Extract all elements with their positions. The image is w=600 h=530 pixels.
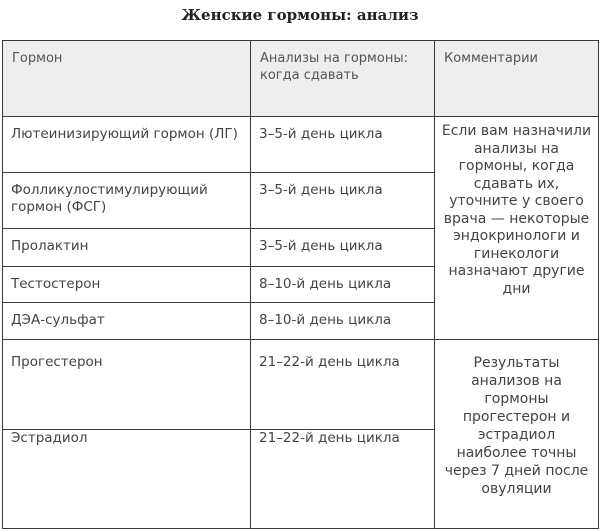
- cell-comment: [435, 339, 599, 528]
- test-timing: 3–5-й день цикла: [259, 182, 383, 199]
- hormone-name: Прогестерон: [11, 353, 103, 370]
- test-timing: 3–5-й день цикла: [259, 238, 383, 255]
- cell-hormone: [3, 173, 251, 229]
- page-title: Женские гормоны: анализ: [181, 6, 419, 24]
- comment-text: Результаты анализов на гормоны прогестерон и эстрадиол наиболее точны через 7 дней после овуляции: [444, 354, 589, 497]
- cell-when: [251, 173, 435, 229]
- cell-hormone: [3, 117, 251, 173]
- test-timing: 3–5-й день цикла: [259, 126, 383, 143]
- cell-hormone: [3, 339, 251, 429]
- hormone-name: ДЭА-сульфат: [11, 312, 105, 329]
- cell-when: [251, 339, 435, 429]
- hormone-analysis-table: [2, 40, 599, 529]
- header-comments-label: Комментарии: [444, 51, 538, 66]
- test-timing: 8–10-й день цикла: [259, 276, 392, 293]
- hormone-name: Фолликулостимулирующий гормон (ФСГ): [11, 182, 208, 216]
- cell-when: [251, 303, 435, 339]
- table-row: [3, 117, 599, 173]
- test-timing: 21–22-й день цикла: [259, 353, 400, 370]
- table-header-row: [3, 41, 599, 117]
- cell-comment: [435, 117, 599, 339]
- cell-hormone: [3, 303, 251, 339]
- hormone-name: Тестостерон: [11, 276, 101, 293]
- header-hormone: [3, 41, 251, 117]
- header-comments: [435, 41, 599, 117]
- cell-when: [251, 267, 435, 303]
- hormone-name: Пролактин: [11, 238, 89, 255]
- header-when-label: Анализы на гормоны: когда сдавать: [260, 51, 408, 83]
- cell-when: [251, 429, 435, 528]
- header-when: [251, 41, 435, 117]
- hormone-name: Лютеинизирующий гормон (ЛГ): [11, 126, 238, 143]
- table-row: [3, 339, 599, 429]
- cell-hormone: [3, 267, 251, 303]
- cell-hormone: [3, 429, 251, 528]
- cell-hormone: [3, 229, 251, 267]
- header-hormone-label: Гормон: [12, 51, 63, 66]
- cell-when: [251, 117, 435, 173]
- test-timing: 21–22-й день цикла: [259, 429, 400, 446]
- comment-text: Если вам назначили анализы на гормоны, когда сдавать их, уточните у своего врача — некоторые эндокринологи и гинекологи назначают другие дни: [441, 123, 592, 297]
- hormone-name: Эстрадиол: [11, 429, 88, 446]
- test-timing: 8–10-й день цикла: [259, 312, 392, 329]
- cell-when: [251, 229, 435, 267]
